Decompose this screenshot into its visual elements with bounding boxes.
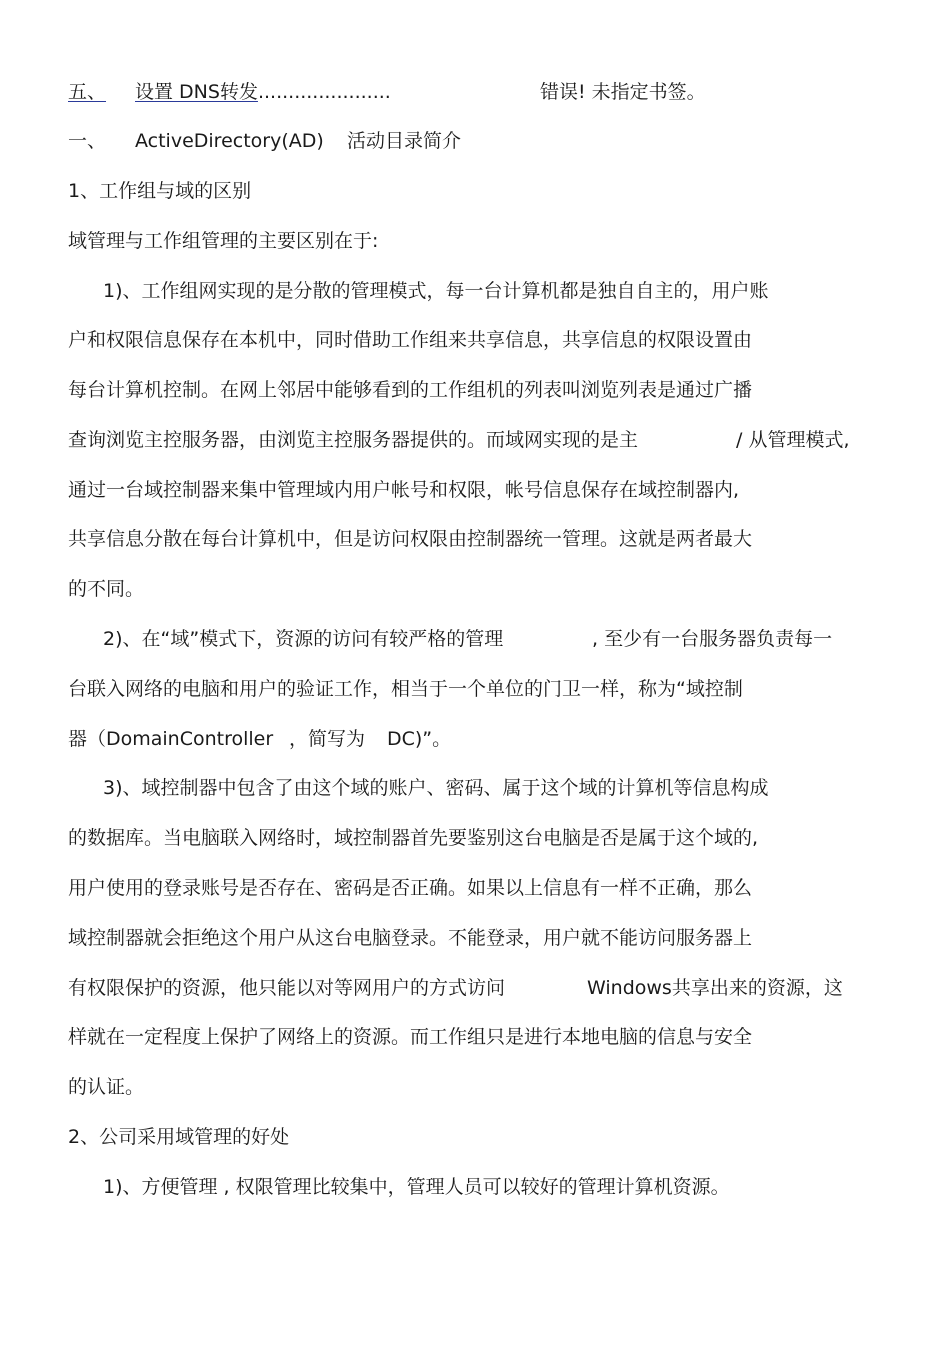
para2-line-tail: , 至少有一台服务器负责每一: [592, 628, 833, 650]
toc-number-link[interactable]: 五、: [68, 81, 107, 103]
para1-line: 的不同。: [68, 578, 145, 600]
para2-abbrev: DC)”。: [387, 728, 452, 750]
toc-leader: ......................: [257, 81, 391, 103]
para3-line: 样就在一定程度上保护了网络上的资源。而工作组只是进行本地电脑的信息与安全: [68, 1026, 753, 1048]
para2-line: 台联入网络的电脑和用户的验证工作，相当于一个单位的门卫一样，称为“域控制: [68, 678, 743, 700]
para1-line: 1)、工作组网实现的是分散的管理模式，每一台计算机都是独自自主的，用户账: [103, 280, 769, 302]
para3-line: 用户使用的登录账号是否存在、密码是否正确。如果以上信息有一样不正确，那么: [68, 877, 753, 899]
para2-line-start: 器（DomainController: [68, 728, 274, 750]
toc-error: 错误! 未指定书签。: [540, 81, 706, 103]
para1-line: 共享信息分散在每台计算机中，但是访问权限由控制器统一管理。这就是两者最大: [68, 528, 753, 550]
para3-line: 有权限保护的资源，他只能以对等网用户的方式访问: [68, 977, 506, 999]
para1-line-tail: / 从管理模式,: [736, 429, 850, 451]
section-title-cn: 活动目录简介: [347, 130, 462, 152]
para1-line: 户和权限信息保存在本机中，同时借助工作组来共享信息，共享信息的权限设置由: [68, 329, 753, 351]
toc-title[interactable]: [135, 79, 391, 105]
para3-line: 域控制器就会拒绝这个用户从这台电脑登录。不能登录，用户就不能访问服务器上: [68, 927, 753, 949]
para3-line: 的数据库。当电脑联入网络时，域控制器首先要鉴别这台电脑是否是属于这个域的,: [68, 827, 759, 849]
toc-title-link[interactable]: 设置 DNS转发: [135, 81, 258, 103]
para4-line: 1)、方便管理 , 权限管理比较集中，管理人员可以较好的管理计算机资源。: [103, 1176, 730, 1198]
section-title-en: ActiveDirectory(AD): [135, 130, 324, 152]
para3-line: 3)、域控制器中包含了由这个域的账户、密码、属于这个域的计算机等信息构成: [103, 777, 769, 799]
para2-abbrev-label: ，简写为: [289, 728, 366, 750]
para3-line: 的认证。: [68, 1076, 145, 1098]
toc-number[interactable]: [68, 79, 106, 105]
para3-line-tail: Windows共享出来的资源，这: [587, 977, 843, 999]
intro-text: 域管理与工作组管理的主要区别在于:: [68, 230, 379, 252]
para1-line: 查询浏览主控服务器，由浏览主控服务器提供的。而域网实现的是主: [68, 429, 639, 451]
para1-line: 每台计算机控制。在网上邻居中能够看到的工作组机的列表叫浏览列表是通过广播: [68, 379, 753, 401]
subheading-domain-benefits: 2、公司采用域管理的好处: [68, 1126, 290, 1148]
para1-line: 通过一台域控制器来集中管理域内用户帐号和权限，帐号信息保存在域控制器内,: [68, 479, 740, 501]
para2-line: 2)、在“域”模式下，资源的访问有较严格的管理: [103, 628, 504, 650]
subheading-workgroup-vs-domain: 1、工作组与域的区别: [68, 180, 252, 202]
section-number: 一、: [68, 130, 107, 152]
